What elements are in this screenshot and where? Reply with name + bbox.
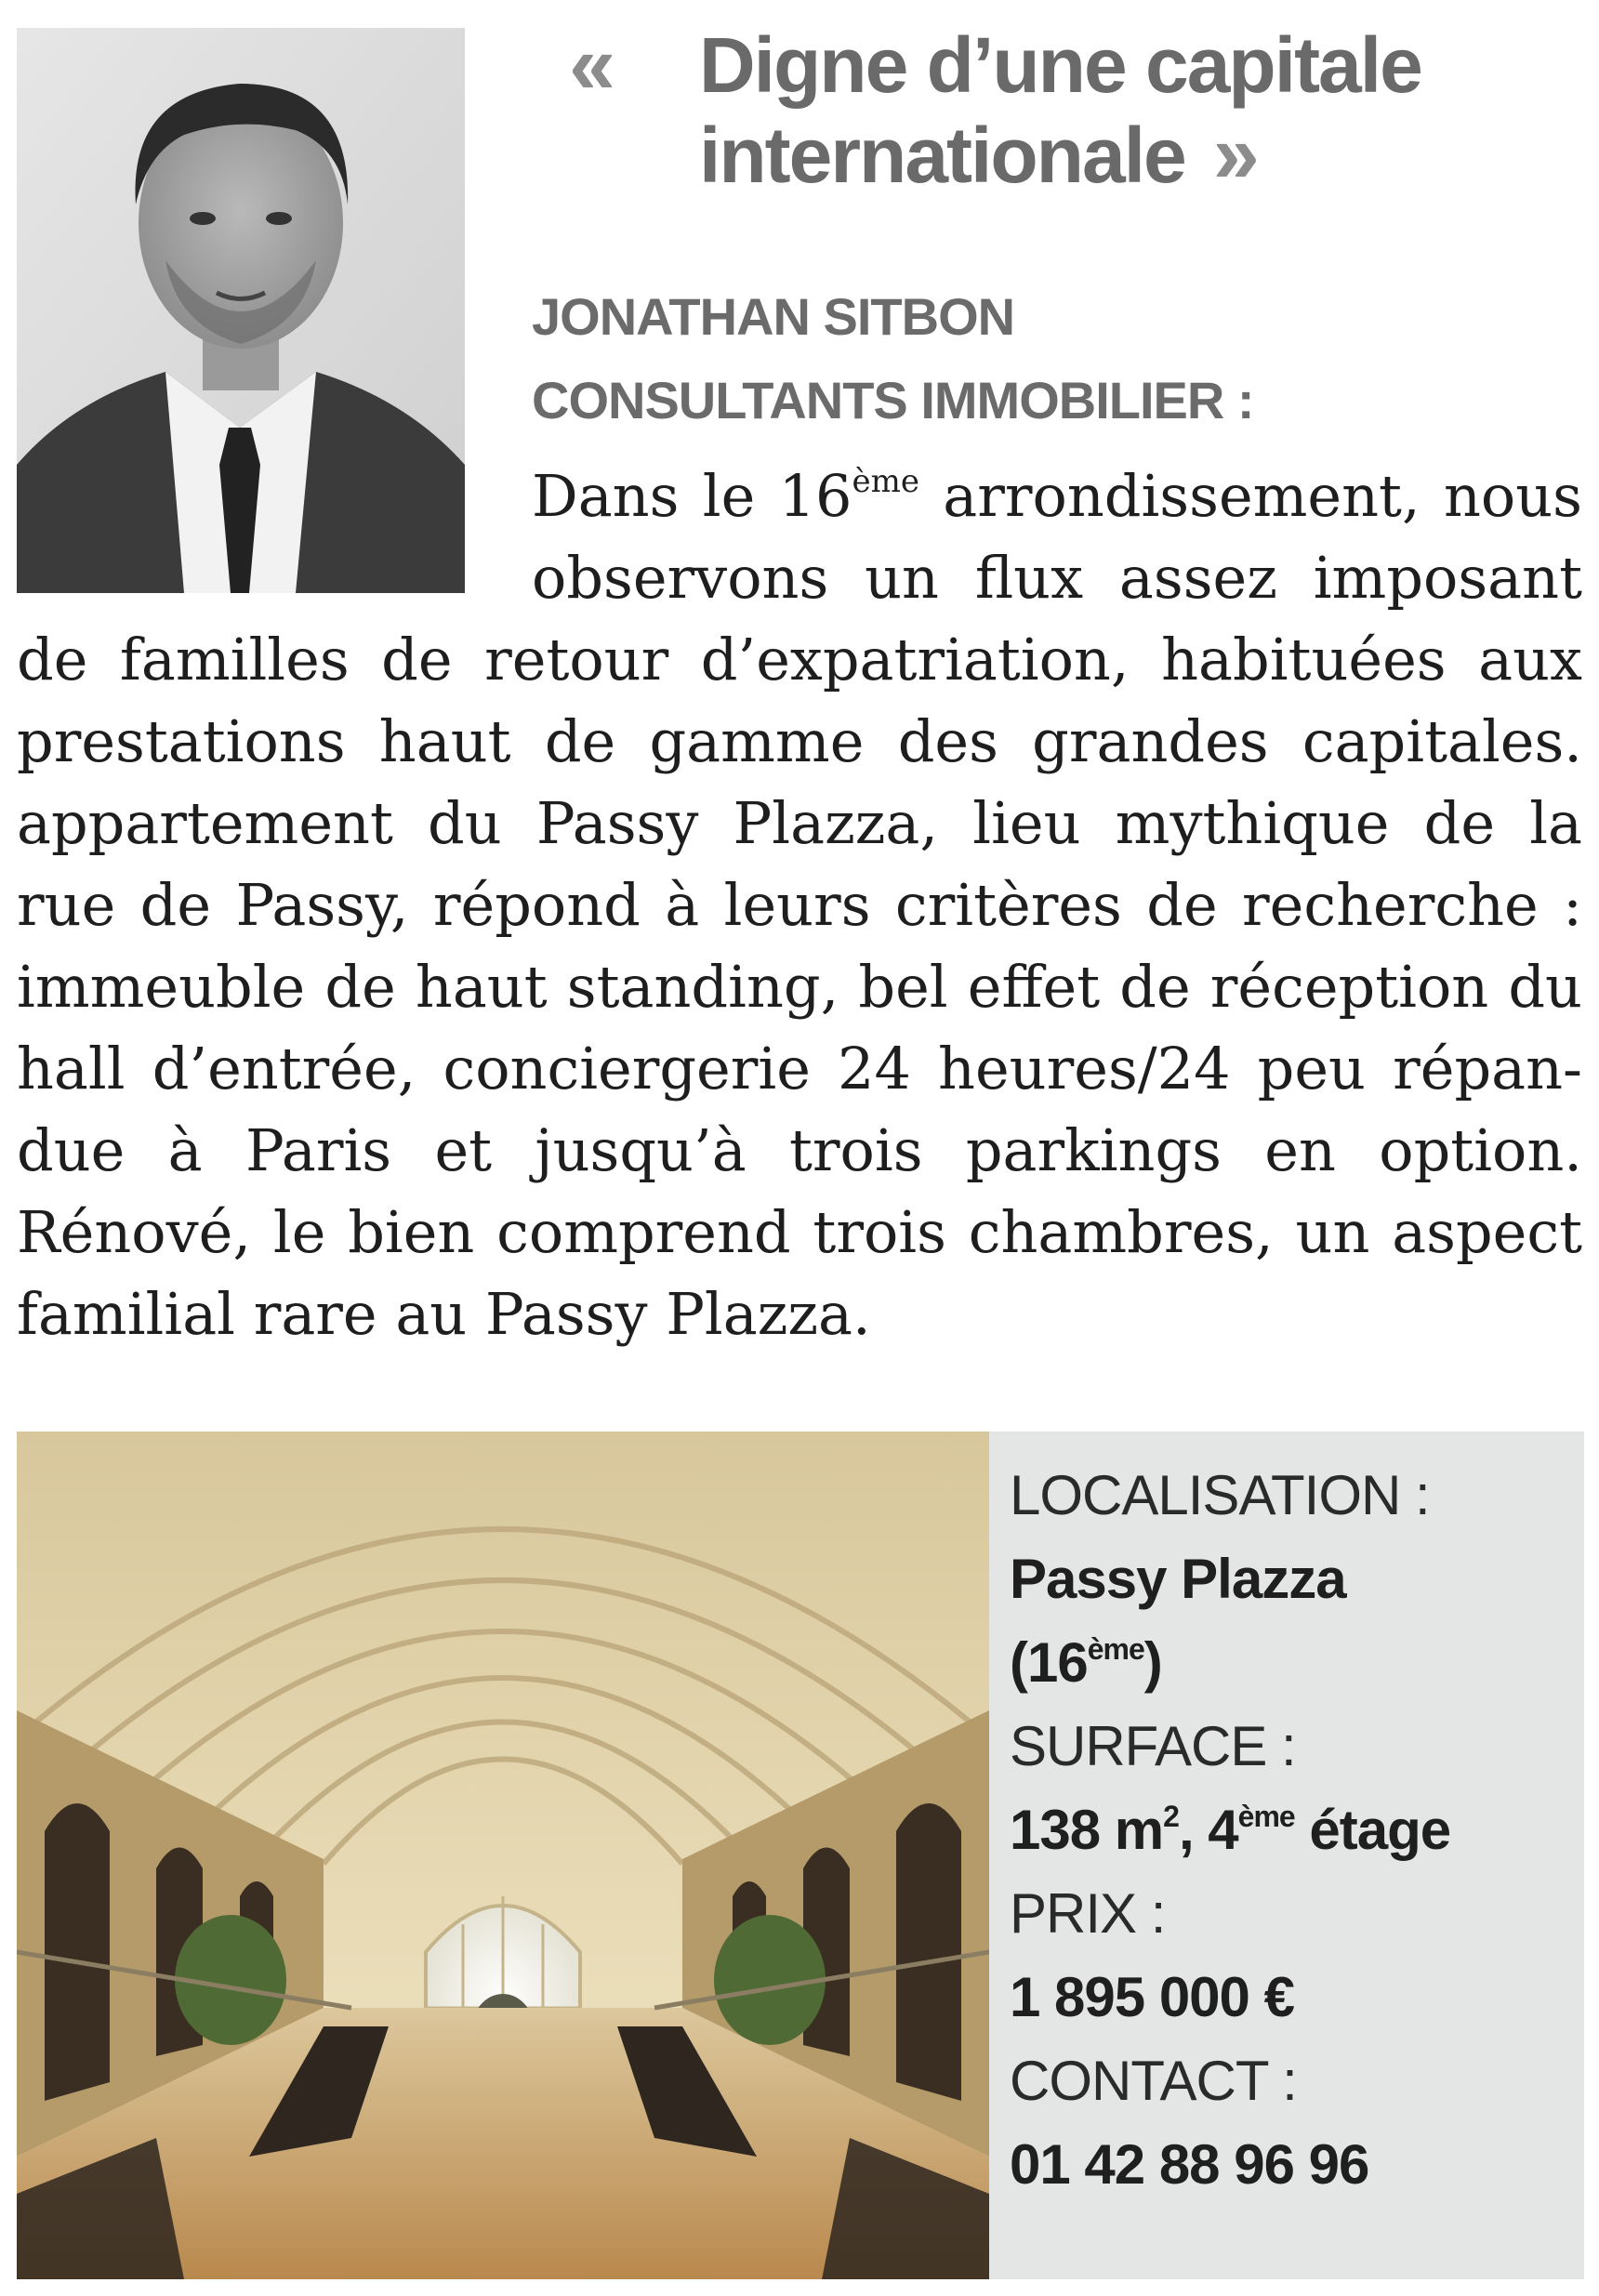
surface-b: , 4 [1178, 1799, 1238, 1861]
body-line-3: de familles de retour d’expatriation, habituées aux [17, 626, 1582, 693]
headline-line-2-text: internationale [699, 112, 1185, 199]
arr-sup: ème [1087, 1632, 1144, 1666]
body-line-1 [532, 455, 1582, 537]
author-portrait [17, 28, 465, 593]
body-line-6: rue de Passy, répond à leurs critères de recherche : [17, 871, 1582, 939]
body-line-8: hall d’entrée, conciergerie 24 heures/24 peu répan- [17, 1035, 1582, 1102]
body-line-2: observons un flux assez imposant [532, 544, 1582, 612]
close-quote: » [1212, 108, 1258, 201]
surface-sup-2: ème [1237, 1800, 1295, 1833]
open-quote: « [569, 19, 614, 112]
headline-line-2 [699, 110, 1258, 200]
surface-sup-1: 2 [1163, 1800, 1179, 1833]
prix-label: PRIX : [1010, 1882, 1166, 1945]
body-line-11: familial rare au Passy Plazza. [17, 1280, 871, 1348]
localisation-value: Passy Plazza [1010, 1548, 1346, 1610]
surface-c: étage [1294, 1799, 1451, 1861]
info-box [989, 1432, 1584, 2279]
arr-close: ) [1143, 1631, 1162, 1694]
body-line-4: prestations haut de gamme des grandes capitales. [17, 707, 1582, 775]
body-line-7: immeuble de haut standing, bel effet de réception du [17, 953, 1582, 1021]
body-l1-sup: ème [852, 463, 919, 500]
hall-photo [17, 1432, 989, 2279]
surface-label: SURFACE : [1010, 1715, 1296, 1777]
author-company: CONSULTANTS IMMOBILIER : [532, 371, 1254, 429]
body-line-9: due à Paris et jusqu’à trois parkings en option. [17, 1116, 1582, 1184]
arrondissement-value [1010, 1630, 1162, 1695]
surface-value [1010, 1798, 1450, 1862]
body-line-10: Rénové, le bien comprend trois chambres, un aspect [17, 1198, 1582, 1266]
arr-open: (16 [1010, 1631, 1088, 1694]
contact-label: CONTACT : [1010, 2050, 1297, 2112]
body-l1-b: arrondissement, nous [918, 462, 1582, 530]
contact-value: 01 42 88 96 96 [1010, 2133, 1369, 2196]
surface-a: 138 m [1010, 1799, 1164, 1861]
headline-line-1: Digne d’une capitale [699, 21, 1421, 109]
prix-value: 1 895 000 € [1010, 1966, 1294, 2028]
body-line-5: appartement du Passy Plazza, lieu mythique de la [17, 789, 1582, 857]
localisation-label: LOCALISATION : [1010, 1464, 1430, 1526]
body-l1-a: Dans le 16 [532, 462, 852, 530]
author-name: JONATHAN SITBON [532, 287, 1015, 346]
